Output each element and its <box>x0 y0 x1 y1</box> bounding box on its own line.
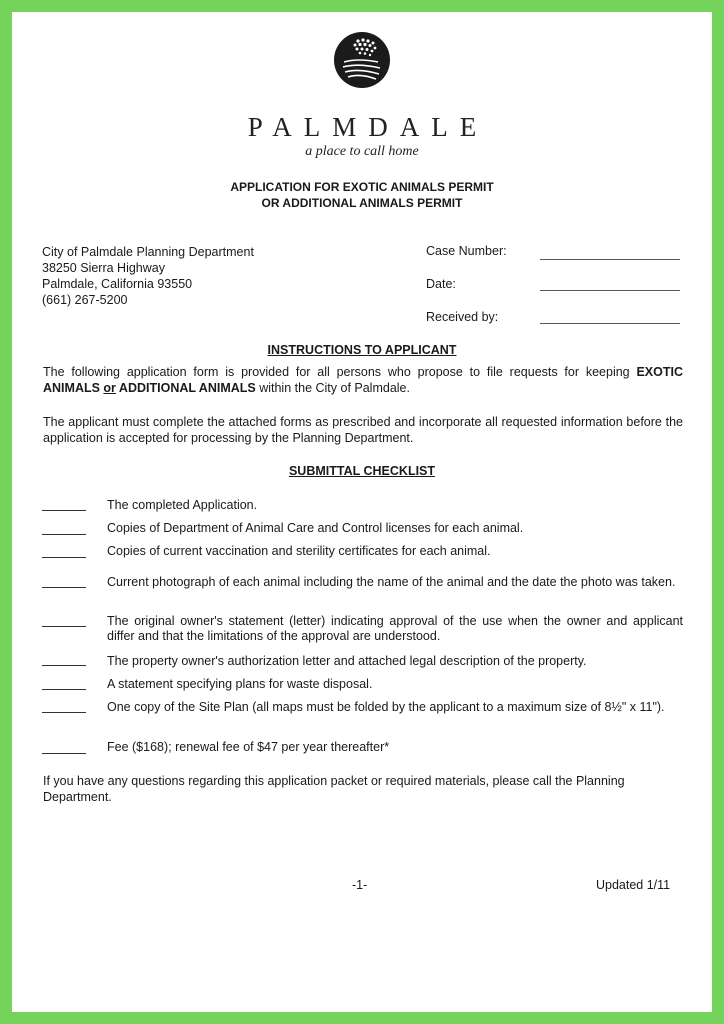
checklist-heading: SUBMITTAL CHECKLIST <box>288 464 436 478</box>
checklist-item: Fee ($168); renewal fee of $47 per year thereafter* <box>107 740 390 754</box>
checklist-blank[interactable] <box>42 665 86 666</box>
brand-name: PALMDALE <box>247 112 489 142</box>
checklist-item: One copy of the Site Plan (all maps must be folded by the applicant to a maximum size of 8½" x 11"). <box>107 700 665 714</box>
checklist-item: Current photograph of each animal including the name of the animal and the date the photo was taken. <box>107 575 676 589</box>
address-line: City of Palmdale Planning Department <box>42 245 254 259</box>
checklist-blank[interactable] <box>42 689 86 690</box>
address-line: (661) 267-5200 <box>42 293 128 307</box>
received-by-field[interactable] <box>540 323 680 324</box>
checklist-item: The property owner's authorization letter and attached legal description of the property. <box>107 654 587 668</box>
instructions-paragraph-1: The following application form is provided for all persons who propose to file requests for keeping EXOTIC ANIMALS or ADDITIONAL ANIMALS within the City of Palmdale. <box>43 365 683 395</box>
checklist-item: A statement specifying plans for waste disposal. <box>107 677 373 691</box>
department-address <box>42 244 254 308</box>
checklist-item: The completed Application. <box>107 498 258 512</box>
document-page <box>12 12 712 1012</box>
closing-paragraph: If you have any questions regarding this application packet or required materials, please call the Planning Department. <box>43 774 625 804</box>
checklist-blank[interactable] <box>42 712 86 713</box>
document-title-line1: APPLICATION FOR EXOTIC ANIMALS PERMIT <box>230 180 494 194</box>
address-line: Palmdale, California 93550 <box>42 277 193 291</box>
updated-date: Updated 1/11 <box>596 878 671 892</box>
checklist-blank[interactable] <box>42 753 86 754</box>
checklist-item: Copies of Department of Animal Care and Control licenses for each animal. <box>107 521 524 535</box>
received-by-label: Received by: <box>426 310 499 324</box>
document-title-line2: OR ADDITIONAL ANIMALS PERMIT <box>261 196 463 210</box>
checklist-blank[interactable] <box>42 626 86 627</box>
instructions-paragraph-2: The applicant must complete the attached forms as prescribed and incorporate all requested information before the application is accepted for processing by the Planning Department. <box>43 415 683 445</box>
instructions-heading: INSTRUCTIONS TO APPLICANT <box>267 343 457 357</box>
checklist-item: Copies of current vaccination and sterility certificates for each animal. <box>107 544 491 558</box>
page-number: -1- <box>352 878 368 892</box>
address-line: 38250 Sierra Highway <box>42 261 165 275</box>
palmdale-logo-icon <box>334 32 390 88</box>
checklist-blank[interactable] <box>42 587 86 588</box>
checklist-blank[interactable] <box>42 510 86 511</box>
checklist-item: The original owner's statement (letter) indicating approval of the use when the owner and applicant differ and that the limitations of the approval are understood. <box>107 614 683 643</box>
checklist-blank[interactable] <box>42 557 86 558</box>
date-label: Date: <box>426 277 456 291</box>
checklist-blank[interactable] <box>42 534 86 535</box>
case-number-label: Case Number: <box>426 244 507 258</box>
brand-tagline: a place to call home <box>305 144 419 159</box>
case-number-field[interactable] <box>540 259 680 260</box>
date-field[interactable] <box>540 290 680 291</box>
